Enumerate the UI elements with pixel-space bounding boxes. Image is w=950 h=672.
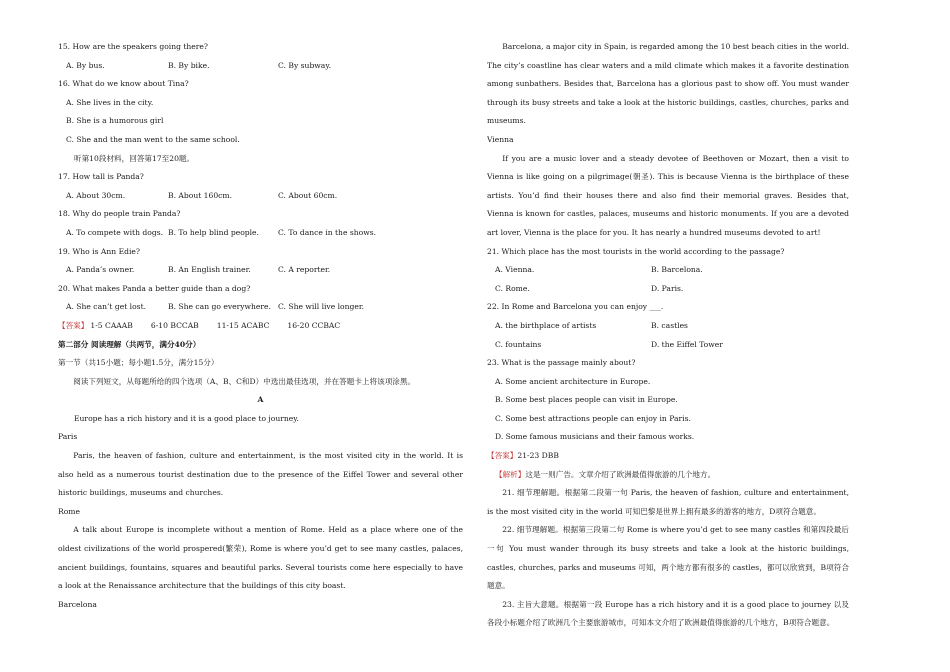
option-23a: A. Some ancient architecture in Europe. [495,376,651,386]
listening-instruction: 听第10段材料，回答第17至20题。 [74,153,195,163]
analysis-label: 【解析】 [495,469,526,479]
answer-value: 21-23 DBB [517,451,559,461]
option-d: D. Paris. [651,283,684,293]
option-c: C. About 60cm. [278,190,338,200]
option-16c: C. She and the man went to the same school. [66,134,240,144]
option-b: B. To help blind people. [168,227,259,237]
question-23: 23. What is the passage mainly about? [487,358,636,368]
option-c: C. She will live longer. [278,302,365,312]
right-column [487,38,849,633]
answer-label: 【答案】 [58,320,89,330]
question-17: 17. How tall is Panda? [58,172,144,182]
answer-group: 16-20 CCBAC [287,320,341,330]
question-18: 18. Why do people train Panda? [58,209,181,219]
question-15: 15. How are the speakers going there? [58,42,208,51]
options-22-cd [487,336,849,355]
options-21-cd [487,280,849,299]
options-22-ab [487,317,849,336]
section-1-title: 第一节（共15小题；每小题1.5分，满分15分） [58,358,219,368]
question-22: 22. In Rome and Barcelona you can enjoy ___. [487,302,664,312]
answer-label: 【答案】 [487,451,518,461]
option-b: B. About 160cm. [168,190,233,200]
options-15 [58,57,463,76]
option-a: A. Panda’s owner. [66,265,135,275]
options-19 [58,261,463,280]
option-a: A. To compete with dogs. [66,227,164,237]
option-c: C. By subway. [278,60,332,70]
explanation-22: 22. 细节理解题。根据第三段第二句 Rome is where you’d get to see many castles 和第四段最后一句 You must wander through its busy streets and take a look at the historic buildings, castles, churches, parks and museums 可知，两个地方都有很多的 castles，都可以欣赏到，B项符合题意。 [487,525,849,591]
option-a: A. About 30cm. [66,190,126,200]
subheading-paris: Paris [58,432,78,442]
answer-group: 1-5 CAAAB [90,320,133,330]
option-c: C. To dance in the shows. [278,227,377,237]
left-column [58,38,463,614]
option-23d: D. Some famous musicians and their famous works. [495,432,695,442]
options-20 [58,298,463,317]
analysis-text: 这是一则广告。文章介绍了欧洲最值得旅游的几个地方。 [525,469,716,479]
paragraph-vienna: If you are a music lover and a steady devotee of Beethoven or Mozart, then a visit to Vienna is like going on a pilgrimage(朝圣). This is because Vienna is the birthplace of these artists. You’d find their houses there and also find their memorial graves. Besides that, Vienna is known for castles, palaces, museums and historic monuments. If you are a devoted art lover, Vienna is the place for you. It has nearly a hundred museums devoted to art! [487,153,849,237]
part-2-title: 第二部分 阅读理解（共两节，满分40分） [58,339,201,349]
option-c: C. fountains [495,339,542,349]
options-17 [58,187,463,206]
question-16: 16. What do we know about Tina? [58,79,189,89]
option-b: B. Barcelona. [651,265,703,275]
option-b: B. castles [651,320,688,330]
subheading-vienna: Vienna [487,134,514,144]
paragraph-rome: A talk about Europe is incomplete without a mention of Rome. Held as a place where one of the oldest civilizations of the world prospered(繁荣), Rome is where you’d get to see many castles, palaces, ancient buildings, fountains, squares and beautiful parks. Several tourists come here especially to have a look at the Renaissance architecture that the buildings of this city boast. [58,525,463,591]
option-a: A. By bus. [66,60,105,70]
passage-intro: Europe has a rich history and it is a good place to journey. [74,413,299,423]
analysis [487,466,849,485]
explanation-23: 23. 主旨大意题。根据第一段 Europe has a rich history and it is a good place to journey 以及各段小标题介绍了欧洲几个主要旅游城市，可知本文介绍了欧洲最值得旅游的几个地方，B项符合题意。 [487,599,849,628]
option-a: A. She can’t get lost. [66,302,147,312]
subheading-barcelona: Barcelona [58,599,97,609]
passage-label: A [257,395,264,405]
answer-group: 11-15 ACABC [216,320,270,330]
option-b: B. An English trainer. [168,265,251,275]
reading-instruction: 阅读下列短文，从每题所给的四个选项（A、B、C和D）中选出最佳选项，并在答题卡上将该项涂黑。 [73,376,416,386]
option-16b: B. She is a humorous girl [66,116,164,126]
answer-key-reading [487,447,849,466]
paragraph-barcelona: Barcelona, a major city in Spain, is regarded among the 10 best beach cities in the world. The city’s coastline has clear waters and a mild climate which makes it a favorite destination among sunbathers. Besides that, Barcelona has a glorious past to show off. You must wander through its busy streets and take a look at the historic buildings, castles, churches, parks and museums. [487,42,849,126]
paragraph-paris: Paris, the heaven of fashion, culture and entertainment, is the most visited city in the world. It is also held as a numerous tourist destination due to the presence of the Eiffel Tower and several other historic buildings, museums and churches. [58,451,463,498]
option-16a: A. She lives in the city. [66,97,154,107]
question-20: 20. What makes Panda a better guide than a dog? [58,283,251,293]
option-b: B. She can go everywhere. [168,302,271,312]
answer-key-listening [58,317,463,336]
question-21: 21. Which place has the most tourists in the world according to the passage? [487,246,785,256]
option-23c: C. Some best attractions people can enjoy in Paris. [495,413,691,423]
option-b: B. By bike. [168,60,210,70]
options-21-ab [487,261,849,280]
option-d: D. the Eiffel Tower [651,339,723,349]
option-c: C. A reporter. [278,265,331,275]
answer-group: 6-10 BCCAB [150,320,199,330]
option-c: C. Rome. [495,283,530,293]
subheading-rome: Rome [58,506,80,516]
option-23b: B. Some best places people can visit in Europe. [495,395,678,405]
option-a: A. Vienna. [495,265,535,275]
option-a: A. the birthplace of artists [495,320,597,330]
options-18 [58,224,463,243]
explanation-21: 21. 细节理解题。根据第二段第一句 Paris, the heaven of fashion, culture and entertainment, is the most visited city in the world 可知巴黎是世界上拥有最多的游客的地方，D项符合题意。 [487,488,849,516]
question-19: 19. Who is Ann Edie? [58,246,140,256]
